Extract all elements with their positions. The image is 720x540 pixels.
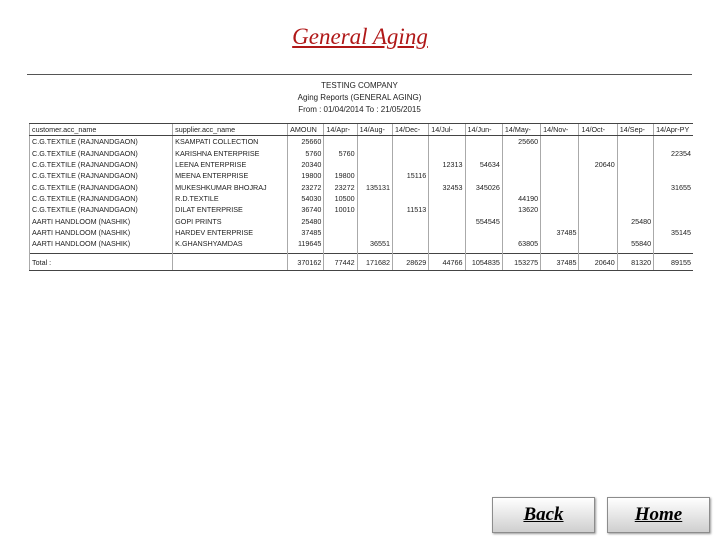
column-header: 14/Apr-PY <box>654 124 693 136</box>
table-cell: C.G.TEXTILE (RAJNANDGAON) <box>30 159 173 170</box>
table-cell <box>617 159 653 170</box>
table-cell <box>429 170 465 181</box>
table-cell <box>502 159 540 170</box>
table-cell <box>654 159 693 170</box>
table-cell <box>357 215 392 226</box>
table-cell: AARTI HANDLOOM (NASHIK) <box>30 227 173 238</box>
total-cell: 370162 <box>288 254 324 271</box>
home-button[interactable]: Home <box>607 497 710 533</box>
table-cell <box>579 181 617 192</box>
total-cell: 81320 <box>617 254 653 271</box>
table-cell: C.G.TEXTILE (RAJNANDGAON) <box>30 181 173 192</box>
table-cell <box>502 148 540 159</box>
table-cell: 119645 <box>288 238 324 249</box>
table-cell: 345026 <box>465 181 502 192</box>
table-cell <box>465 136 502 148</box>
table-row <box>30 136 694 148</box>
table-cell: 23272 <box>288 181 324 192</box>
table-cell <box>392 148 428 159</box>
table-cell <box>579 227 617 238</box>
total-cell: Total : <box>30 254 173 271</box>
table-cell <box>541 204 579 215</box>
table-cell: 36740 <box>288 204 324 215</box>
table-cell: DILAT ENTERPRISE <box>173 204 288 215</box>
table-cell <box>541 215 579 226</box>
table-cell: 31655 <box>654 181 693 192</box>
table-cell <box>579 148 617 159</box>
table-header-row <box>30 124 694 136</box>
table-cell: GOPI PRINTS <box>173 215 288 226</box>
table-cell <box>579 238 617 249</box>
table-cell: 25660 <box>502 136 540 148</box>
table-cell: 10500 <box>324 193 357 204</box>
table-cell <box>654 136 693 148</box>
column-header: 14/Jun- <box>465 124 502 136</box>
table-cell <box>617 170 653 181</box>
table-cell <box>324 215 357 226</box>
table-cell <box>324 136 357 148</box>
total-cell: 1054835 <box>465 254 502 271</box>
page-title: General Aging <box>292 24 428 49</box>
table-cell: 554545 <box>465 215 502 226</box>
table-cell: 19800 <box>288 170 324 181</box>
aging-report <box>27 74 692 327</box>
table-cell: 12313 <box>429 159 465 170</box>
table-row <box>30 170 694 181</box>
table-cell <box>579 193 617 204</box>
table-cell: MUKESHKUMAR BHOJRAJ <box>173 181 288 192</box>
table-cell <box>392 238 428 249</box>
table-cell: 22354 <box>654 148 693 159</box>
column-header: 14/Dec- <box>392 124 428 136</box>
column-header: 14/Oct- <box>579 124 617 136</box>
table-cell: 55840 <box>617 238 653 249</box>
table-cell: 20640 <box>579 159 617 170</box>
table-cell <box>541 181 579 192</box>
total-cell: 89155 <box>654 254 693 271</box>
table-cell <box>617 227 653 238</box>
table-cell <box>541 159 579 170</box>
total-cell: 44766 <box>429 254 465 271</box>
table-cell <box>541 170 579 181</box>
table-cell <box>579 136 617 148</box>
table-cell <box>617 193 653 204</box>
table-cell: 25480 <box>288 215 324 226</box>
table-cell <box>429 148 465 159</box>
table-cell <box>617 204 653 215</box>
table-cell <box>429 215 465 226</box>
table-cell <box>617 148 653 159</box>
table-cell <box>429 204 465 215</box>
total-row <box>30 254 694 271</box>
table-cell: 54030 <box>288 193 324 204</box>
table-cell <box>392 193 428 204</box>
table-cell <box>617 136 653 148</box>
table-cell <box>465 227 502 238</box>
table-cell: 37485 <box>541 227 579 238</box>
table-cell <box>429 193 465 204</box>
table-row <box>30 204 694 215</box>
table-cell <box>357 136 392 148</box>
table-cell: C.G.TEXTILE (RAJNANDGAON) <box>30 204 173 215</box>
table-cell: 13620 <box>502 204 540 215</box>
table-cell <box>465 204 502 215</box>
column-header: 14/Aug- <box>357 124 392 136</box>
table-row <box>30 238 694 249</box>
table-cell <box>357 170 392 181</box>
table-row <box>30 148 694 159</box>
table-cell: 5760 <box>324 148 357 159</box>
total-cell: 171682 <box>357 254 392 271</box>
table-cell <box>654 170 693 181</box>
table-cell <box>392 181 428 192</box>
table-cell <box>429 136 465 148</box>
total-cell: 77442 <box>324 254 357 271</box>
table-cell: MEENA ENTERPRISE <box>173 170 288 181</box>
table-cell <box>654 238 693 249</box>
table-cell: C.G.TEXTILE (RAJNANDGAON) <box>30 136 173 148</box>
table-cell: 25660 <box>288 136 324 148</box>
table-cell <box>541 148 579 159</box>
table-cell <box>465 170 502 181</box>
table-cell: 23272 <box>324 181 357 192</box>
table-cell <box>392 227 428 238</box>
report-name: Aging Reports (GENERAL AGING) <box>297 93 422 102</box>
table-cell: 32453 <box>429 181 465 192</box>
table-cell: 135131 <box>357 181 392 192</box>
table-cell: AARTI HANDLOOM (NASHIK) <box>30 238 173 249</box>
table-cell <box>324 159 357 170</box>
table-cell <box>392 159 428 170</box>
table-cell: C.G.TEXTILE (RAJNANDGAON) <box>30 170 173 181</box>
table-cell: 36551 <box>357 238 392 249</box>
table-cell: 54634 <box>465 159 502 170</box>
table-row <box>30 159 694 170</box>
company-name: TESTING COMPANY <box>321 81 398 90</box>
table-cell: 19800 <box>324 170 357 181</box>
total-cell: 28629 <box>392 254 428 271</box>
total-cell: 37485 <box>541 254 579 271</box>
table-cell <box>579 215 617 226</box>
table-cell <box>541 193 579 204</box>
table-cell <box>579 170 617 181</box>
column-header: 14/Apr- <box>324 124 357 136</box>
table-cell <box>654 215 693 226</box>
table-cell: C.G.TEXTILE (RAJNANDGAON) <box>30 193 173 204</box>
table-row <box>30 215 694 226</box>
table-cell <box>357 204 392 215</box>
table-cell <box>502 170 540 181</box>
table-cell <box>324 227 357 238</box>
table-row <box>30 227 694 238</box>
table-cell: 11513 <box>392 204 428 215</box>
table-cell: 37485 <box>288 227 324 238</box>
table-cell: 5760 <box>288 148 324 159</box>
table-cell <box>357 148 392 159</box>
table-cell <box>654 193 693 204</box>
table-cell <box>392 136 428 148</box>
table-row <box>30 193 694 204</box>
table-cell: AARTI HANDLOOM (NASHIK) <box>30 215 173 226</box>
table-cell <box>502 215 540 226</box>
column-header: customer.acc_name <box>30 124 173 136</box>
table-cell <box>502 227 540 238</box>
table-cell <box>357 227 392 238</box>
column-header: supplier.acc_name <box>173 124 288 136</box>
table-cell <box>654 204 693 215</box>
table-cell: 20340 <box>288 159 324 170</box>
table-cell <box>617 181 653 192</box>
table-cell <box>429 227 465 238</box>
aging-table <box>29 123 693 271</box>
table-cell <box>324 238 357 249</box>
table-cell: 10010 <box>324 204 357 215</box>
column-header: 14/May- <box>502 124 540 136</box>
table-row <box>30 181 694 192</box>
table-cell: KARISHNA ENTERPRISE <box>173 148 288 159</box>
table-cell <box>392 215 428 226</box>
table-cell <box>465 238 502 249</box>
table-cell: KSAMPATI COLLECTION <box>173 136 288 148</box>
table-cell <box>465 193 502 204</box>
table-cell <box>465 148 502 159</box>
table-cell <box>579 204 617 215</box>
total-cell: 153275 <box>502 254 540 271</box>
table-cell <box>541 238 579 249</box>
table-cell <box>357 193 392 204</box>
table-cell: K.GHANSHYAMDAS <box>173 238 288 249</box>
back-button[interactable]: Back <box>492 497 595 533</box>
table-cell <box>502 181 540 192</box>
table-cell: 63805 <box>502 238 540 249</box>
table-cell: 25480 <box>617 215 653 226</box>
column-header: 14/Nov- <box>541 124 579 136</box>
table-cell: C.G.TEXTILE (RAJNANDGAON) <box>30 148 173 159</box>
table-cell <box>541 136 579 148</box>
table-cell: LEENA ENTERPRISE <box>173 159 288 170</box>
total-cell <box>173 254 288 271</box>
table-cell: 44190 <box>502 193 540 204</box>
column-header: AMOUN <box>288 124 324 136</box>
table-cell <box>357 159 392 170</box>
table-cell: 15116 <box>392 170 428 181</box>
table-cell <box>429 238 465 249</box>
column-header: 14/Sep- <box>617 124 653 136</box>
table-cell: HARDEV ENTERPRISE <box>173 227 288 238</box>
total-cell: 20640 <box>579 254 617 271</box>
column-header: 14/Jul- <box>429 124 465 136</box>
report-period: From : 01/04/2014 To : 21/05/2015 <box>298 105 421 114</box>
table-cell: 35145 <box>654 227 693 238</box>
table-cell: R.D.TEXTILE <box>173 193 288 204</box>
